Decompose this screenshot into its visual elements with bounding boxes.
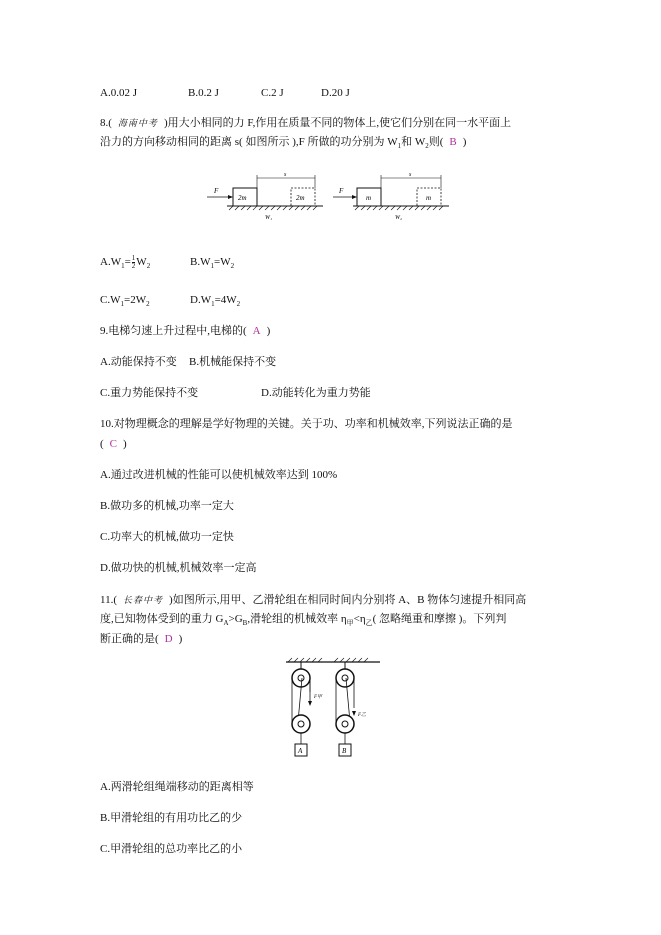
q11-force-left: F甲 bbox=[314, 695, 323, 700]
q9-options-cd bbox=[100, 386, 371, 400]
q8-right-force: F bbox=[339, 187, 344, 195]
q8-opt-d-prefix: D.W bbox=[190, 294, 212, 306]
q11-pulley-right bbox=[336, 662, 366, 756]
q9-stem bbox=[100, 324, 270, 338]
q10-answer-line bbox=[100, 437, 127, 451]
q8-options-ab bbox=[100, 253, 234, 275]
q8-opt-a-tail: W bbox=[136, 256, 147, 268]
q11-source: 长春中考 bbox=[123, 595, 164, 605]
q8-opt-a-prefix: A.W bbox=[100, 256, 122, 268]
q8-stem-line1 bbox=[100, 116, 511, 130]
q10-close: ) bbox=[123, 438, 127, 450]
q11-option-c: C.甲滑轮组的总功率比乙的小 bbox=[100, 843, 243, 855]
q11-block-b: B bbox=[342, 747, 347, 755]
q11-text2c: ,滑轮组的机械效率 η bbox=[247, 613, 347, 625]
q11-option-a: A.两滑轮组绳端移动的距离相等 bbox=[100, 781, 254, 793]
q8-text1: )用大小相同的力 F,作用在质量不同的物体上,使它们分别在同一水平面上 bbox=[163, 117, 512, 129]
q11-text1: )如图所示,用甲、乙滑轮组在相同时间内分别将 A、B 物体匀速提升相同高 bbox=[169, 594, 527, 606]
q8-left-block-label: 2m bbox=[238, 194, 247, 202]
q8-left-force: F bbox=[214, 187, 219, 195]
q8-text2b: 和 W bbox=[401, 136, 426, 148]
q8-opt-d-rest: =4W bbox=[214, 294, 237, 306]
q8-option-c: $C.W_1=2W_2$ bbox=[100, 294, 150, 309]
q7-option-a: A.0.02 J bbox=[100, 87, 137, 99]
q8-opt-a-num: 1 bbox=[131, 253, 136, 262]
q9-option-b: B.机械能保持不变 bbox=[189, 356, 277, 368]
q8-number: 8.( bbox=[100, 117, 112, 129]
q8-left-ghost-label: 2m bbox=[296, 194, 305, 202]
q8-options-cd bbox=[100, 293, 240, 311]
q9-option-c: C.重力势能保持不变 bbox=[100, 387, 199, 399]
q11-option-b: B.甲滑轮组的有用功比乙的少 bbox=[100, 812, 243, 824]
q11-text2: 度,已知物体受到的重力 G bbox=[100, 613, 224, 625]
q8-opt-c-rest: =2W bbox=[123, 294, 147, 306]
q11-figure bbox=[284, 656, 384, 766]
q9-option-d: D.动能转化为重力势能 bbox=[261, 387, 371, 399]
q10-open: ( bbox=[100, 438, 104, 450]
q7-option-c: C.2 J bbox=[261, 87, 284, 99]
q8-option-b: $B.W_1=W_2$ bbox=[190, 256, 235, 271]
q10-option-d: D.做功快的机械,机械效率一定高 bbox=[100, 562, 257, 574]
q7-options bbox=[100, 86, 350, 100]
q11-force-right: F乙 bbox=[358, 713, 367, 718]
q9-option-a: A.动能保持不变 bbox=[100, 356, 177, 368]
q9-close: ) bbox=[266, 325, 271, 337]
q11-stem-line3 bbox=[100, 632, 182, 646]
q8-right-work: W₂ bbox=[395, 215, 403, 221]
q10-answer: C bbox=[109, 438, 118, 450]
q11-text2e: ( 忽略绳重和摩擦 )。下列判 bbox=[372, 613, 507, 625]
q11-text3: 断正确的是( bbox=[100, 633, 159, 645]
q8-opt-b-rest: =W bbox=[213, 256, 231, 268]
q8-close: ) bbox=[462, 136, 467, 148]
q10-option-c: C.功率大的机械,做功一定快 bbox=[100, 531, 234, 543]
q8-figure-left bbox=[207, 172, 323, 221]
q11-ceiling bbox=[286, 658, 380, 662]
q8-opt-c-prefix: C.W bbox=[100, 294, 121, 306]
q11-number: 11.( bbox=[100, 594, 118, 606]
q8-text2: 沿力的方向移动相同的距离 s( 如图所示 ),F 所做的功分别为 W bbox=[100, 136, 398, 148]
q8-left-dist: s bbox=[284, 172, 287, 178]
q8-left-work: W₁ bbox=[265, 215, 273, 221]
q8-opt-a-den: 2 bbox=[131, 261, 136, 270]
q8-opt-a-mid: = bbox=[124, 256, 131, 268]
q9-answer: A bbox=[252, 325, 261, 337]
q9-options-ab bbox=[100, 355, 276, 369]
q8-option-a: $A.W_1=$ $\frac{1}{2}$ $W_2$ bbox=[100, 253, 151, 271]
q8-right-ghost-label: m bbox=[426, 194, 432, 202]
q11-stem-line1 bbox=[100, 593, 526, 607]
q8-stem-line2: 沿力的方向移动相同的距离 s( 如图所示 ),F 所做的功分别为 $W_1$和 $W_2$则( B ) bbox=[100, 136, 467, 151]
q10-option-b: B.做功多的机械,功率一定大 bbox=[100, 500, 234, 512]
q8-source: 海南中考 bbox=[117, 118, 158, 128]
q7-option-b: B.0.2 J bbox=[188, 87, 219, 99]
q11-text2d: <η bbox=[353, 613, 366, 625]
q11-block-a: A bbox=[298, 747, 303, 755]
q8-answer: B bbox=[449, 136, 457, 148]
q11-pulley-left bbox=[292, 662, 323, 756]
q11-stem-line2: 度,已知物体受到的重力 $G_A>G_B$,滑轮组的机械效率 $\eta_甲<\eta_乙$( 忽略绳重和摩擦 )。下列判 bbox=[100, 613, 507, 628]
q8-opt-a-fraction bbox=[132, 255, 136, 270]
q8-figure bbox=[205, 168, 455, 224]
q7-option-d: D.20 J bbox=[321, 87, 350, 99]
q10-option-a: A.通过改进机械的性能可以使机械效率达到 100% bbox=[100, 469, 338, 481]
q8-text2c: 则( bbox=[428, 136, 444, 148]
q11-answer: D bbox=[164, 633, 173, 645]
q11-close: ) bbox=[178, 633, 183, 645]
q8-right-dist: s bbox=[409, 172, 412, 178]
q8-right-block-label: m bbox=[366, 194, 372, 202]
q8-opt-b-prefix: B.W bbox=[190, 256, 211, 268]
q10-stem: 10.对物理概念的理解是学好物理的关键。关于功、功率和机械效率,下列说法正确的是 bbox=[100, 418, 513, 430]
q8-figure-right bbox=[333, 172, 449, 221]
q9-text: 9.电梯匀速上升过程中,电梯的( bbox=[100, 325, 247, 337]
q11-text2b: >G bbox=[228, 613, 243, 625]
q8-option-d: $D.W_1=4W_2$ bbox=[190, 294, 241, 309]
